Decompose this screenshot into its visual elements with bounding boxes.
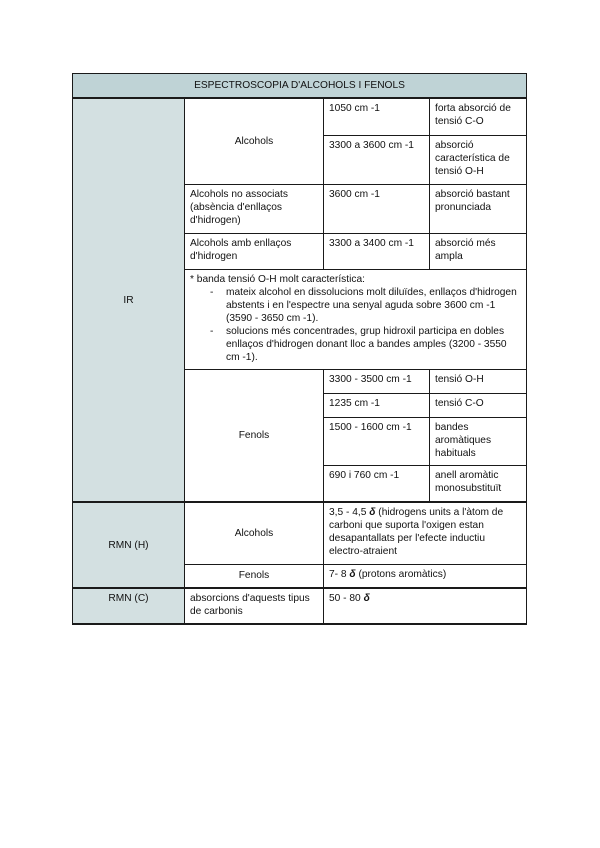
ir-note-item: - solucions més concentrades, grup hidroxil participa en dobles enllaços d'hidrogen donant lloc a bandes amples (3200 - 3550 cm -1). [226,325,521,364]
ir-fenols-desc: bandes aromàtiques habituals [430,417,527,465]
table-title: ESPECTROSCOPIA D'ALCOHOLS I FENOLS [73,74,527,99]
delta-symbol: δ [369,507,376,518]
rmn-h-fenols-value: 7- 8 [329,568,347,580]
ir-alcohols-desc: forta absorció de tensió C-O [430,98,527,135]
rmn-c-desc: absorcions d'aquests tipus de carbonis [185,588,324,624]
ir-section-label: IR [73,98,185,502]
ir-fenols-range: 1500 - 1600 cm -1 [324,417,430,465]
rmn-h-fenols-note: (protons aromàtics) [358,568,447,580]
ir-no-associats-desc: absorció bastant pronunciada [430,184,527,233]
ir-fenols-range: 3300 - 3500 cm -1 [324,369,430,393]
ir-fenols-desc: tensió O-H [430,369,527,393]
ir-note-cell [185,269,527,369]
rmn-h-alcohols-value: 3,5 - 4,5 [329,507,367,518]
delta-symbol: δ [349,568,356,580]
ir-alcohols-label: Alcohols [185,98,324,184]
rmn-h-fenols-cell [324,564,527,588]
rmn-h-alcohols-label: Alcohols [185,502,324,564]
ir-fenols-label: Fenols [185,369,324,502]
ir-fenols-desc: anell aromàtic monosubstituït [430,465,527,502]
ir-no-associats-range: 3600 cm -1 [324,184,430,233]
ir-note-list [190,286,521,364]
rmn-h-alcohols-cell [324,502,527,564]
ir-fenols-desc: tensió C-O [430,393,527,417]
ir-alcohols-range: 3300 a 3600 cm -1 [324,135,430,184]
ir-amb-enllacos-label: Alcohols amb enllaços d'hidrogen [185,233,324,269]
rmn-h-fenols-label: Fenols [185,564,324,588]
ir-amb-enllacos-range: 3300 a 3400 cm -1 [324,233,430,269]
rmn-c-value: 50 - 80 [329,593,361,604]
ir-amb-enllacos-desc: absorció més ampla [430,233,527,269]
ir-fenols-range: 1235 cm -1 [324,393,430,417]
delta-symbol: δ [363,593,370,604]
ir-alcohols-desc: absorció característica de tensió O-H [430,135,527,184]
rmn-c-cell [324,588,527,624]
spectroscopy-table [72,73,527,625]
rmn-c-section-label: RMN (C) [73,588,185,624]
ir-fenols-range: 690 i 760 cm -1 [324,465,430,502]
ir-note-item: - mateix alcohol en dissolucions molt diluïdes, enllaços d'hidrogen abstents i en l'espectre una senyal aguda sobre 3600 cm -1 (3590 - 3650 cm -1). [226,286,521,325]
ir-no-associats-label: Alcohols no associats (absència d'enllaços d'hidrogen) [185,184,324,233]
ir-alcohols-range: 1050 cm -1 [324,98,430,135]
rmn-h-section-label: RMN (H) [73,502,185,588]
rmn-h-alcohols-note: (hidrogens units a l'àtom de carboni que suporta l'oxigen estan desapantallats per l'efecte inductiu electro-atraient [329,507,504,557]
ir-note-intro: * banda tensió O-H molt característica: [190,273,365,285]
